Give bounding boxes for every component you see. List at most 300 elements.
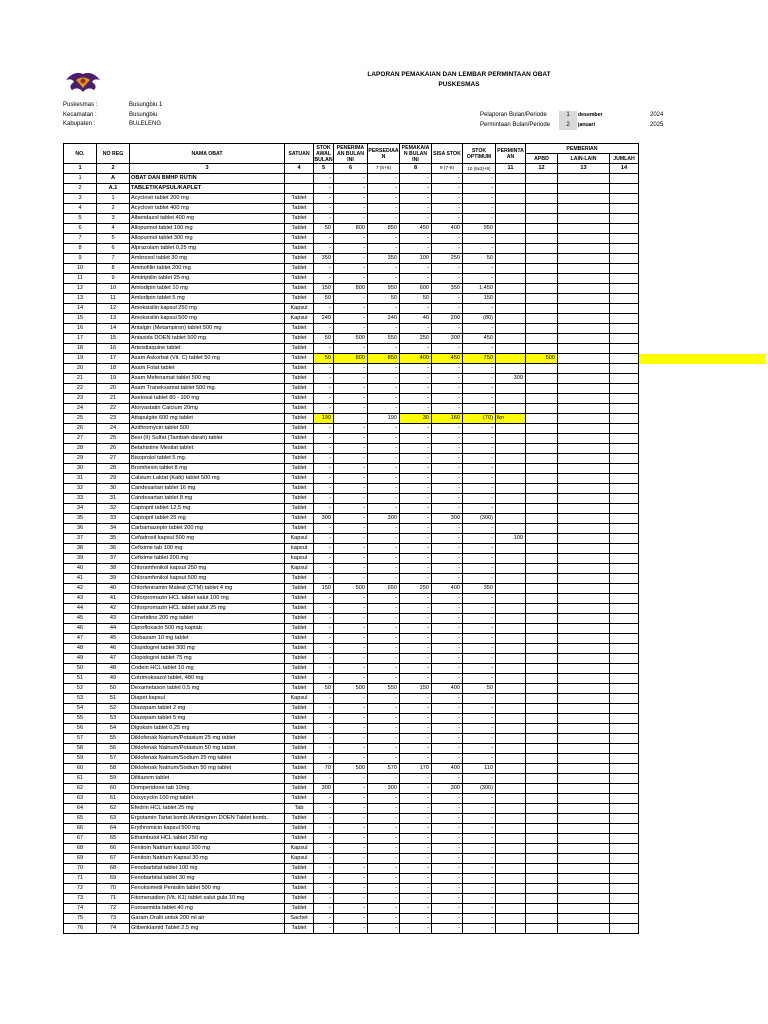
cell-permintaan <box>496 224 526 234</box>
table-row <box>64 824 639 834</box>
table-row <box>64 284 639 294</box>
cell-lain-lain <box>558 774 610 784</box>
cell-no: 13 <box>64 294 97 304</box>
table-row <box>64 354 639 364</box>
table-row <box>64 694 639 704</box>
table-row <box>64 724 639 734</box>
cell-no: 9 <box>64 254 97 264</box>
cell-sisa-stok: - <box>432 754 463 764</box>
cell-jumlah <box>610 524 639 534</box>
cell-sisa-stok: - <box>432 894 463 904</box>
header-jumlah: JUMLAH <box>610 154 639 164</box>
cell-pemakaian: - <box>400 504 432 514</box>
cell-lain-lain <box>558 564 610 574</box>
cell-nama-obat: Diazepam tablet 5 mg <box>130 714 285 724</box>
cell-lain-lain <box>558 634 610 644</box>
header-stok-awal-label: STOK AWAL BULAN <box>314 144 333 163</box>
cell-noreg: 72 <box>97 904 130 914</box>
cell-lain-lain <box>558 264 610 274</box>
cell-no: 21 <box>64 374 97 384</box>
cell-noreg: 55 <box>97 734 130 744</box>
cell-noreg: 40 <box>97 584 130 594</box>
period-month: desember <box>578 112 603 118</box>
cell-permintaan <box>496 644 526 654</box>
table-row <box>64 294 639 304</box>
cell-stok-awal: - <box>314 214 334 224</box>
cell-penerimaan: - <box>334 194 368 204</box>
cell-lain-lain <box>558 514 610 524</box>
cell-satuan: Tablet <box>285 774 314 784</box>
cell-apbd <box>526 534 558 544</box>
cell-penerimaan: - <box>334 404 368 414</box>
cell-stok-awal: - <box>314 174 334 184</box>
cell-penerimaan: - <box>334 544 368 554</box>
cell-nama-obat: Digoksin tablet 0,25 mg <box>130 724 285 734</box>
cell-permintaan <box>496 904 526 914</box>
cell-pemakaian: 250 <box>400 334 432 344</box>
cell-no: 62 <box>64 784 97 794</box>
cell-sisa-stok: - <box>432 504 463 514</box>
cell-persediaan: 300 <box>368 784 400 794</box>
cell-satuan: Tablet <box>285 584 314 594</box>
cell-jumlah <box>610 424 639 434</box>
cell-lain-lain <box>558 884 610 894</box>
cell-noreg: 49 <box>97 674 130 684</box>
cell-no: 15 <box>64 314 97 324</box>
cell-jumlah <box>610 304 639 314</box>
cell-stok-optimum: - <box>463 814 496 824</box>
cell-satuan <box>285 174 314 184</box>
cell-persediaan: - <box>368 244 400 254</box>
cell-stok-awal: - <box>314 244 334 254</box>
cell-jumlah <box>610 824 639 834</box>
cell-no: 37 <box>64 534 97 544</box>
cell-apbd <box>526 744 558 754</box>
cell-pemakaian: - <box>400 594 432 604</box>
cell-apbd <box>526 774 558 784</box>
cell-noreg: 24 <box>97 424 130 434</box>
cell-satuan: Tablet <box>285 234 314 244</box>
cell-stok-optimum: - <box>463 304 496 314</box>
cell-sisa-stok: - <box>432 864 463 874</box>
cell-noreg: 41 <box>97 594 130 604</box>
cell-jumlah <box>610 514 639 524</box>
cell-sisa-stok: - <box>432 774 463 784</box>
cell-satuan: Tablet <box>285 614 314 624</box>
cell-sisa-stok: 300 <box>432 784 463 794</box>
cell-permintaan <box>496 674 526 684</box>
cell-no: 51 <box>64 674 97 684</box>
cell-stok-awal: 300 <box>314 784 334 794</box>
cell-lain-lain <box>558 434 610 444</box>
cell-sisa-stok: - <box>432 234 463 244</box>
cell-persediaan: - <box>368 344 400 354</box>
cell-nama-obat: Azithromycin tablet 500 <box>130 424 285 434</box>
cell-jumlah <box>610 744 639 754</box>
cell-no: 71 <box>64 874 97 884</box>
cell-jumlah <box>610 634 639 644</box>
cell-no: 73 <box>64 894 97 904</box>
cell-stok-optimum: - <box>463 244 496 254</box>
table-row <box>64 474 639 484</box>
cell-no: 19 <box>64 354 97 364</box>
cell-apbd <box>526 484 558 494</box>
cell-stok-optimum: - <box>463 664 496 674</box>
table-row <box>64 704 639 714</box>
cell-persediaan: - <box>368 504 400 514</box>
cell-penerimaan: - <box>334 464 368 474</box>
cell-stok-optimum: - <box>463 384 496 394</box>
cell-jumlah <box>610 334 639 344</box>
cell-nama-obat: Betahistine Mesilat tablet <box>130 444 285 454</box>
cell-lain-lain <box>558 644 610 654</box>
cell-satuan: Tablet <box>285 454 314 464</box>
column-index: 14 <box>610 164 639 174</box>
cell-pemakaian: - <box>400 564 432 574</box>
table-row <box>64 884 639 894</box>
cell-persediaan: 350 <box>368 254 400 264</box>
cell-noreg: 67 <box>97 854 130 864</box>
cell-permintaan <box>496 684 526 694</box>
cell-pemakaian: 250 <box>400 584 432 594</box>
cell-penerimaan: - <box>334 364 368 374</box>
cell-penerimaan: - <box>334 304 368 314</box>
cell-persediaan: 650 <box>368 584 400 594</box>
cell-stok-awal: - <box>314 694 334 704</box>
cell-persediaan: - <box>368 194 400 204</box>
cell-permintaan <box>496 244 526 254</box>
table-row <box>64 534 639 544</box>
cell-persediaan: 50 <box>368 294 400 304</box>
cell-no: 48 <box>64 644 97 654</box>
cell-persediaan: - <box>368 564 400 574</box>
cell-persediaan: - <box>368 464 400 474</box>
cell-stok-awal: - <box>314 804 334 814</box>
cell-no: 1 <box>64 174 97 184</box>
cell-satuan: Tablet <box>285 624 314 634</box>
cell-permintaan <box>496 594 526 604</box>
cell-jumlah <box>610 344 639 354</box>
cell-stok-optimum: - <box>463 734 496 744</box>
table-row <box>64 324 639 334</box>
cell-lain-lain <box>558 874 610 884</box>
info-label: Kabupaten : <box>63 121 96 127</box>
cell-jumlah <box>610 284 639 294</box>
cell-pemakaian: - <box>400 604 432 614</box>
cell-jumlah <box>610 494 639 504</box>
cell-noreg: 36 <box>97 544 130 554</box>
cell-satuan: Tablet <box>285 384 314 394</box>
cell-stok-awal: - <box>314 844 334 854</box>
cell-persediaan: - <box>368 904 400 914</box>
cell-apbd <box>526 204 558 214</box>
cell-persediaan: - <box>368 614 400 624</box>
cell-permintaan <box>496 624 526 634</box>
cell-persediaan: - <box>368 694 400 704</box>
cell-permintaan: lkn <box>496 414 526 424</box>
cell-apbd <box>526 174 558 184</box>
cell-persediaan: - <box>368 824 400 834</box>
cell-no: 38 <box>64 544 97 554</box>
cell-stok-optimum: 50 <box>463 254 496 264</box>
cell-stok-awal: - <box>314 674 334 684</box>
cell-satuan: Kapsul <box>285 854 314 864</box>
header-penerimaan <box>334 144 368 164</box>
cell-stok-awal: - <box>314 734 334 744</box>
cell-penerimaan: - <box>334 604 368 614</box>
cell-permintaan <box>496 424 526 434</box>
cell-nama-obat: Attapulgite 600 mg tablet <box>130 414 285 424</box>
cell-nama-obat: Fenobarbital tablet 100 mg <box>130 864 285 874</box>
cell-penerimaan: - <box>334 214 368 224</box>
cell-sisa-stok: - <box>432 824 463 834</box>
cell-no: 39 <box>64 554 97 564</box>
cell-noreg: 11 <box>97 294 130 304</box>
cell-nama-obat: Aminofilin tablet 200 mg <box>130 264 285 274</box>
cell-sisa-stok: - <box>432 464 463 474</box>
cell-pemakaian: - <box>400 854 432 864</box>
cell-satuan: Tablet <box>285 764 314 774</box>
cell-lain-lain <box>558 734 610 744</box>
cell-persediaan: - <box>368 804 400 814</box>
cell-nama-obat: Atorvastatin Calcium 20mg <box>130 404 285 414</box>
cell-stok-awal: 300 <box>314 514 334 524</box>
cell-jumlah <box>610 914 639 924</box>
cell-satuan: Tablet <box>285 894 314 904</box>
cell-stok-awal: - <box>314 364 334 374</box>
cell-penerimaan: - <box>334 624 368 634</box>
cell-no: 12 <box>64 284 97 294</box>
cell-persediaan: - <box>368 214 400 224</box>
cell-sisa-stok: - <box>432 724 463 734</box>
cell-persediaan: - <box>368 664 400 674</box>
cell-permintaan <box>496 484 526 494</box>
cell-stok-optimum: - <box>463 374 496 384</box>
cell-penerimaan: - <box>334 754 368 764</box>
table-row <box>64 174 639 184</box>
cell-lain-lain <box>558 404 610 414</box>
cell-nama-obat: Albendazol tablet 400 mg <box>130 214 285 224</box>
cell-persediaan: - <box>368 384 400 394</box>
cell-noreg: 50 <box>97 684 130 694</box>
cell-penerimaan: - <box>334 554 368 564</box>
cell-jumlah <box>610 704 639 714</box>
cell-sisa-stok: 400 <box>432 764 463 774</box>
cell-nama-obat: Captopril tablet 25 mg <box>130 514 285 524</box>
cell-permintaan <box>496 844 526 854</box>
cell-sisa-stok: - <box>432 474 463 484</box>
cell-satuan: Tablet <box>285 734 314 744</box>
cell-persediaan: - <box>368 444 400 454</box>
cell-sisa-stok: - <box>432 594 463 604</box>
cell-sisa-stok: - <box>432 804 463 814</box>
table-row <box>64 634 639 644</box>
cell-penerimaan: 500 <box>334 584 368 594</box>
cell-persediaan: 550 <box>368 334 400 344</box>
cell-lain-lain <box>558 374 610 384</box>
cell-sisa-stok: - <box>432 904 463 914</box>
cell-sisa-stok: - <box>432 604 463 614</box>
cell-apbd <box>526 714 558 724</box>
cell-pemakaian: 100 <box>400 254 432 264</box>
cell-sisa-stok: - <box>432 914 463 924</box>
cell-apbd <box>526 804 558 814</box>
cell-apbd <box>526 514 558 524</box>
cell-satuan: kapsul <box>285 544 314 554</box>
cell-persediaan: - <box>368 874 400 884</box>
cell-sisa-stok: - <box>432 264 463 274</box>
cell-no: 58 <box>64 744 97 754</box>
cell-noreg: 35 <box>97 534 130 544</box>
cell-permintaan <box>496 814 526 824</box>
cell-noreg: 16 <box>97 344 130 354</box>
cell-stok-awal: - <box>314 874 334 884</box>
cell-penerimaan: - <box>334 784 368 794</box>
cell-no: 54 <box>64 704 97 714</box>
cell-satuan: Tablet <box>285 394 314 404</box>
cell-nama-obat: Antasida DOEN tablet 500 mg <box>130 334 285 344</box>
cell-no: 65 <box>64 814 97 824</box>
cell-stok-awal: - <box>314 374 334 384</box>
cell-satuan: Tablet <box>285 794 314 804</box>
cell-noreg: 26 <box>97 444 130 454</box>
cell-nama-obat: Erythromicin kapsul 500 mg <box>130 824 285 834</box>
cell-stok-awal: - <box>314 614 334 624</box>
cell-no: 67 <box>64 834 97 844</box>
cell-persediaan: - <box>368 304 400 314</box>
table-row <box>64 644 639 654</box>
cell-no: 23 <box>64 394 97 404</box>
cell-penerimaan: - <box>334 534 368 544</box>
cell-lain-lain <box>558 764 610 774</box>
cell-permintaan: 300 <box>496 374 526 384</box>
cell-pemakaian: - <box>400 244 432 254</box>
cell-lain-lain <box>558 204 610 214</box>
cell-persediaan: - <box>368 434 400 444</box>
cell-lain-lain <box>558 844 610 854</box>
cell-nama-obat: Besi (II) Sulfat (Tambah darah) tablet <box>130 434 285 444</box>
cell-no: 43 <box>64 594 97 604</box>
cell-lain-lain <box>558 534 610 544</box>
cell-sisa-stok: - <box>432 734 463 744</box>
cell-penerimaan: - <box>334 894 368 904</box>
cell-nama-obat: Amoksisilin kapsul 250 mg <box>130 304 285 314</box>
cell-permintaan <box>496 574 526 584</box>
cell-permintaan <box>496 194 526 204</box>
cell-stok-awal: - <box>314 344 334 354</box>
cell-no: 74 <box>64 904 97 914</box>
cell-nama-obat: Fenobarbital tablet 30 mg <box>130 874 285 884</box>
cell-stok-optimum: - <box>463 654 496 664</box>
cell-satuan: Tablet <box>285 444 314 454</box>
cell-jumlah <box>610 504 639 514</box>
cell-jumlah <box>610 554 639 564</box>
cell-pemakaian: - <box>400 614 432 624</box>
cell-pemakaian: - <box>400 544 432 554</box>
cell-no: 28 <box>64 444 97 454</box>
cell-apbd <box>526 524 558 534</box>
cell-noreg: 15 <box>97 334 130 344</box>
cell-lain-lain <box>558 424 610 434</box>
cell-penerimaan: - <box>334 654 368 664</box>
info-label: Kecamatan : <box>63 111 97 118</box>
cell-permintaan <box>496 734 526 744</box>
table-row <box>64 684 639 694</box>
cell-stok-awal: - <box>314 264 334 274</box>
cell-stok-optimum: (300) <box>463 784 496 794</box>
cell-satuan: Tablet <box>285 354 314 364</box>
cell-persediaan: - <box>368 674 400 684</box>
cell-jumlah <box>610 574 639 584</box>
cell-nama-obat: Cimetidine 200 mg tablet <box>130 614 285 624</box>
cell-jumlah <box>610 834 639 844</box>
cell-stok-optimum: - <box>463 214 496 224</box>
cell-stok-optimum: - <box>463 404 496 414</box>
cell-pemakaian: - <box>400 514 432 524</box>
cell-penerimaan: - <box>334 524 368 534</box>
cell-permintaan <box>496 304 526 314</box>
column-index: 4 <box>285 164 314 174</box>
cell-stok-awal: - <box>314 494 334 504</box>
cell-noreg: 21 <box>97 394 130 404</box>
cell-no: 7 <box>64 234 97 244</box>
period-info <box>480 111 670 130</box>
cell-pemakaian: - <box>400 784 432 794</box>
header-apbd: APBD <box>526 154 558 164</box>
cell-noreg: 53 <box>97 714 130 724</box>
period-number: 2 <box>559 121 577 131</box>
cell-lain-lain <box>558 704 610 714</box>
cell-jumlah <box>610 714 639 724</box>
cell-apbd <box>526 224 558 234</box>
cell-noreg: 17 <box>97 354 130 364</box>
cell-penerimaan: - <box>334 504 368 514</box>
table-row <box>64 274 639 284</box>
cell-apbd <box>526 634 558 644</box>
cell-nama-obat: Clopidogrel tablet 75 mg <box>130 654 285 664</box>
cell-no: 3 <box>64 194 97 204</box>
cell-lain-lain <box>558 784 610 794</box>
cell-stok-awal: - <box>314 304 334 314</box>
cell-jumlah <box>610 364 639 374</box>
cell-stok-awal: - <box>314 204 334 214</box>
cell-nama-obat: Cefadroxil kapsul 500 mg <box>130 534 285 544</box>
cell-noreg: 18 <box>97 364 130 374</box>
cell-pemakaian: - <box>400 494 432 504</box>
table-row <box>64 914 639 924</box>
cell-lain-lain <box>558 364 610 374</box>
cell-persediaan: 190 <box>368 414 400 424</box>
cell-lain-lain <box>558 614 610 624</box>
cell-no: 24 <box>64 404 97 414</box>
cell-lain-lain <box>558 194 610 204</box>
cell-stok-awal: - <box>314 234 334 244</box>
cell-stok-optimum: - <box>463 594 496 604</box>
cell-apbd <box>526 214 558 224</box>
cell-apbd <box>526 314 558 324</box>
cell-satuan: Tablet <box>285 684 314 694</box>
cell-noreg: 74 <box>97 924 130 934</box>
cell-lain-lain <box>558 454 610 464</box>
cell-persediaan: - <box>368 754 400 764</box>
cell-noreg: 61 <box>97 794 130 804</box>
cell-apbd <box>526 754 558 764</box>
cell-satuan: Tablet <box>285 194 314 204</box>
cell-no: 20 <box>64 364 97 374</box>
table-row <box>64 444 639 454</box>
cell-no: 45 <box>64 614 97 624</box>
cell-apbd <box>526 344 558 354</box>
